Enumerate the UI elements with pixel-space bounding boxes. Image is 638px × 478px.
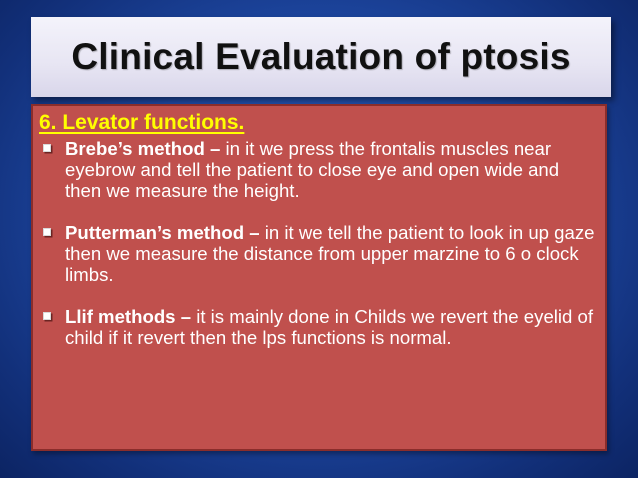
content-panel <box>31 104 607 451</box>
bullet-term: Llif methods – <box>65 306 192 327</box>
bullet-text: it is mainly done in Childs we revert the eyelid of child if it revert then the lps functions is normal. <box>65 306 594 348</box>
bullet-item-llif <box>39 306 595 348</box>
bullet-term: Putterman’s method – <box>65 222 260 243</box>
bullet-body <box>65 138 595 201</box>
title-banner <box>31 17 611 97</box>
section-heading: 6. Levator functions. <box>39 111 245 134</box>
square-bullet-icon <box>43 312 51 320</box>
slide-title: Clinical Evaluation of ptosis <box>71 36 571 77</box>
square-bullet-icon <box>43 228 51 236</box>
bullet-text: in it we press the frontalis muscles near eyebrow and tell the patient to close eye and open wide and then we measure the height. <box>65 138 560 201</box>
bullet-text: in it we tell the patient to look in up gaze then we measure the distance from upper marzine to 6 o clock limbs. <box>65 222 595 285</box>
bullet-item-putterman <box>39 222 595 285</box>
bullet-body <box>65 306 595 348</box>
bullet-term: Brebe’s method – <box>65 138 221 159</box>
square-bullet-icon <box>43 144 51 152</box>
bullet-body <box>65 222 595 285</box>
bullet-item-brebe <box>39 138 595 201</box>
